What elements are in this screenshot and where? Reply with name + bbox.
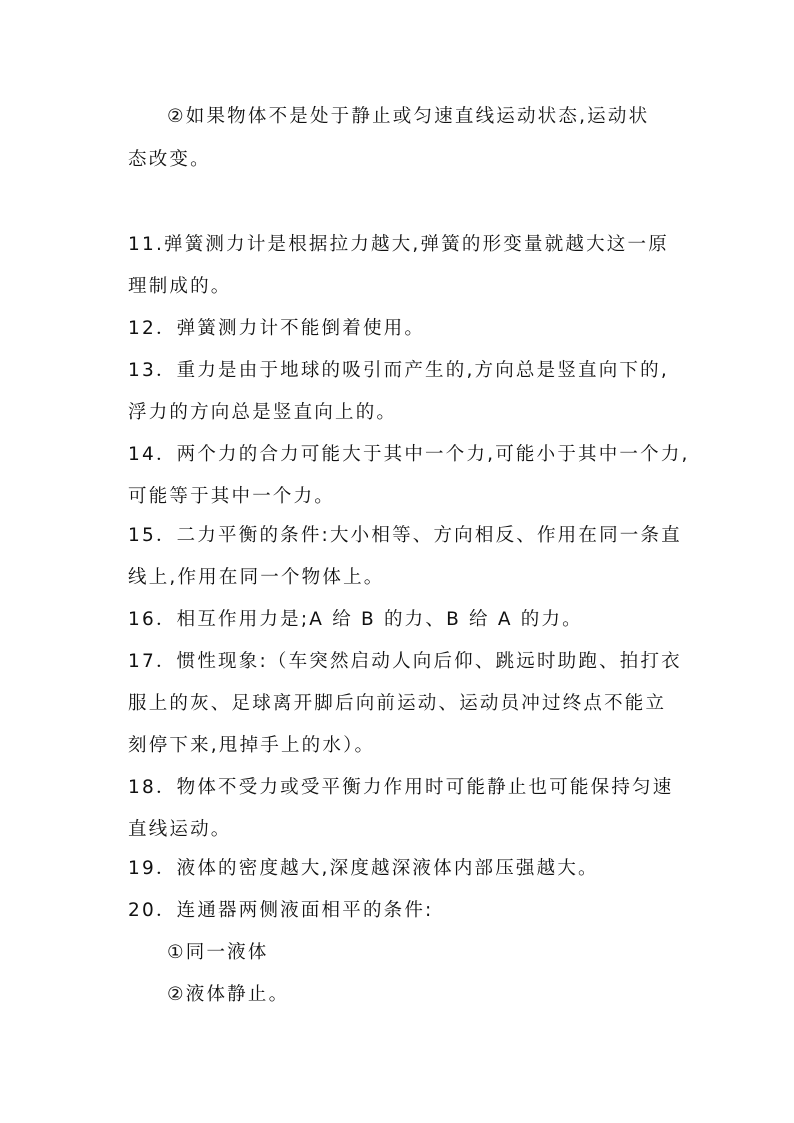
text-line: 16．相互作用力是;A 给 B 的力、B 给 A 的力。 xyxy=(128,609,583,630)
text-line: 服上的灰、足球离开脚后向前运动、运动员冲过终点不能立 xyxy=(128,693,667,714)
text-line: 15．二力平衡的条件:大小相等、方向相反、作用在同一条直 xyxy=(128,525,682,546)
text-line: 线上,作用在同一个物体上。 xyxy=(128,567,385,588)
text-line: ②液体静止。 xyxy=(167,984,290,1005)
text-line: 11.弹簧测力计是根据拉力越大,弹簧的形变量就越大这一原 xyxy=(128,234,669,255)
text-line: 18．物体不受力或受平衡力作用时可能静止也可能保持匀速 xyxy=(128,777,674,798)
text-line: ①同一液体 xyxy=(167,942,269,963)
text-line: 13．重力是由于地球的吸引而产生的,方向总是竖直向下的, xyxy=(128,360,669,381)
text-line: 可能等于其中一个力。 xyxy=(128,486,336,507)
text-line: 19．液体的密度越大,深度越深液体内部压强越大。 xyxy=(128,858,599,879)
text-line: 直线运动。 xyxy=(128,819,232,840)
text-line: 12．弹簧测力计不能倒着使用。 xyxy=(128,318,426,339)
text-line: 态改变。 xyxy=(128,149,211,170)
text-line: 理制成的。 xyxy=(128,276,232,297)
text-line: 17．惯性现象:（车突然启动人向后仰、跳远时助跑、拍打衣 xyxy=(128,651,682,672)
text-line: 14．两个力的合力可能大于其中一个力,可能小于其中一个力, xyxy=(128,444,690,465)
text-line: ②如果物体不是处于静止或匀速直线运动状态,运动状 xyxy=(167,106,650,127)
text-line: 刻停下来,甩掉手上的水）。 xyxy=(128,735,376,756)
text-line: 20．连通器两侧液面相平的条件: xyxy=(128,900,434,921)
text-line: 浮力的方向总是竖直向上的。 xyxy=(128,402,398,423)
